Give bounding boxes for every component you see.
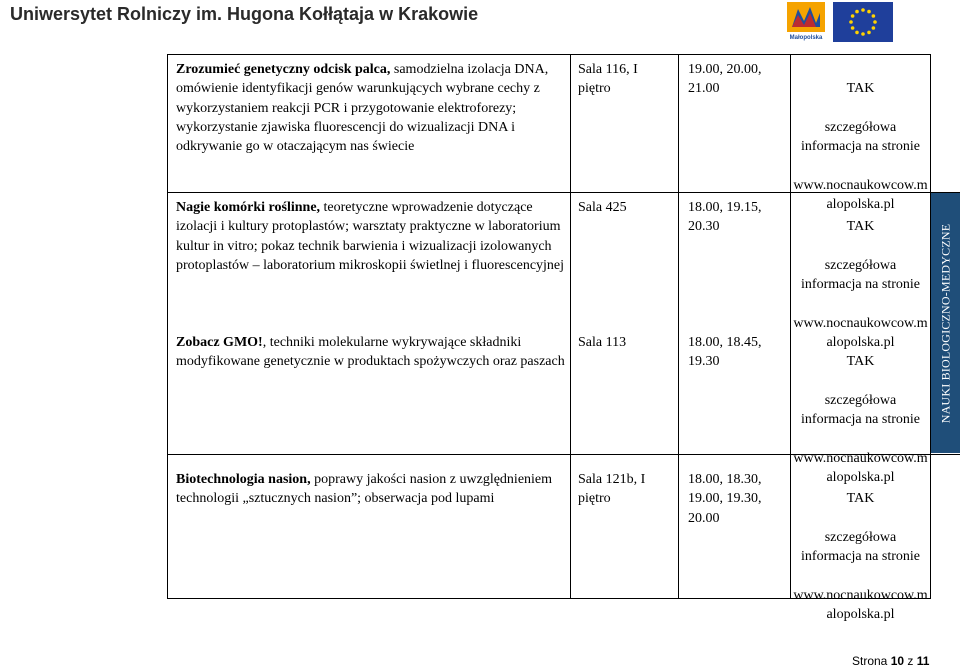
- event-room: Sala 116, I piętro: [578, 62, 638, 97]
- registration-required: TAK: [846, 491, 875, 507]
- page-number: [852, 654, 929, 668]
- event-title: Zrozumieć genetyczny odcisk palca,: [176, 62, 391, 77]
- header-title: Uniwersytet Rolniczy im. Hugona Kołłątaja w Krakowie: [10, 4, 479, 24]
- eu-star: [861, 8, 865, 12]
- table-col-line: [678, 54, 679, 599]
- registration-note: szczegółowa informacja na stronie: [801, 257, 920, 293]
- table-border-top: [167, 54, 930, 55]
- event-times: 18.00, 18.30, 19.00, 19.30, 20.00: [688, 472, 762, 526]
- event-times: 19.00, 20.00, 21.00: [688, 62, 762, 97]
- table-col-line: [790, 54, 791, 599]
- category-label-band: [931, 193, 960, 453]
- registration-required: TAK: [846, 219, 875, 235]
- registration-link[interactable]: www.nocnaukowcow.malopolska.pl: [793, 315, 928, 351]
- registration-required: TAK: [846, 81, 875, 97]
- eu-star: [873, 20, 877, 24]
- eu-star: [851, 14, 855, 18]
- event-title: Nagie komórki roślinne,: [176, 200, 321, 215]
- eu-star: [855, 31, 859, 35]
- event-details: poprawy jakości nasion z uwzględnieniem technologii „sztucznych nasion”; obserwacja pod lupami: [176, 472, 553, 507]
- event-title: Zobacz GMO!: [176, 335, 263, 350]
- event-details: samodzielna izolacja DNA, omówienie identyfikacji genów warunkujących wybrane cechy z wykorzystaniem reakcji PCR i przygotowanie elektroforezy; wykorzystanie zjawiska fluorescencji do wizualizacji DNA i odkrywanie go w otaczającym nas świecie: [176, 62, 549, 155]
- page-current: 10: [890, 654, 905, 668]
- registration-link[interactable]: www.nocnaukowcow.malopolska.pl: [793, 587, 928, 623]
- event-room: Sala 121b, I piętro: [578, 472, 646, 507]
- event-title: Biotechnologia nasion,: [176, 472, 311, 487]
- registration-note: szczegółowa informacja na stronie: [801, 119, 920, 155]
- event-description: [176, 470, 571, 509]
- eu-star: [872, 14, 876, 18]
- eu-star: [855, 10, 859, 14]
- eu-star: [867, 10, 871, 14]
- registration-note: szczegółowa informacja na stronie: [801, 392, 920, 428]
- page-total: 11: [916, 654, 930, 668]
- event-description: [176, 60, 571, 156]
- eu-star: [872, 26, 876, 30]
- event-times: 18.00, 19.15, 20.30: [688, 200, 762, 235]
- registration-link[interactable]: www.nocnaukowcow.malopolska.pl: [793, 450, 928, 486]
- category-label: NAUKI BIOLOGICZNO-MEDYCZNE: [938, 223, 953, 423]
- eu-star: [867, 31, 871, 35]
- page-prefix: Strona: [852, 654, 891, 668]
- table-col-line: [167, 54, 168, 599]
- registration-link[interactable]: www.nocnaukowcow.malopolska.pl: [793, 177, 928, 213]
- registration-note: szczegółowa informacja na stronie: [801, 529, 920, 565]
- registration-required: TAK: [846, 354, 875, 370]
- page-header: [0, 0, 960, 43]
- event-room: Sala 425: [578, 200, 627, 215]
- event-times: 18.00, 18.45, 19.30: [688, 335, 762, 370]
- eu-star: [861, 32, 865, 36]
- eu-star: [851, 26, 855, 30]
- event-description: [176, 198, 571, 275]
- eu-flag-logo: [833, 2, 893, 42]
- event-details: teoretyczne wprowadzenie dotyczące izolacji i kultury protoplastów; warsztaty praktyczne w laboratorium kultur in vitro; pokaz technik barwienia i wizualizacji izolowanych protoplastów – laboratorium mikroskopii świetlnej i fluorescencyjnej: [176, 200, 565, 273]
- event-details: , techniki molekularne wykrywające składniki modyfikowane genetycznie w produktach spożywczych oraz paszach: [176, 335, 565, 370]
- event-description: [176, 333, 571, 372]
- eu-star: [849, 20, 853, 24]
- malopolska-logo: [786, 1, 826, 41]
- malopolska-logo-text: Małopolska: [789, 35, 823, 41]
- event-room: Sala 113: [578, 335, 627, 350]
- registration-info: [793, 470, 928, 644]
- page-sep: z: [904, 654, 917, 668]
